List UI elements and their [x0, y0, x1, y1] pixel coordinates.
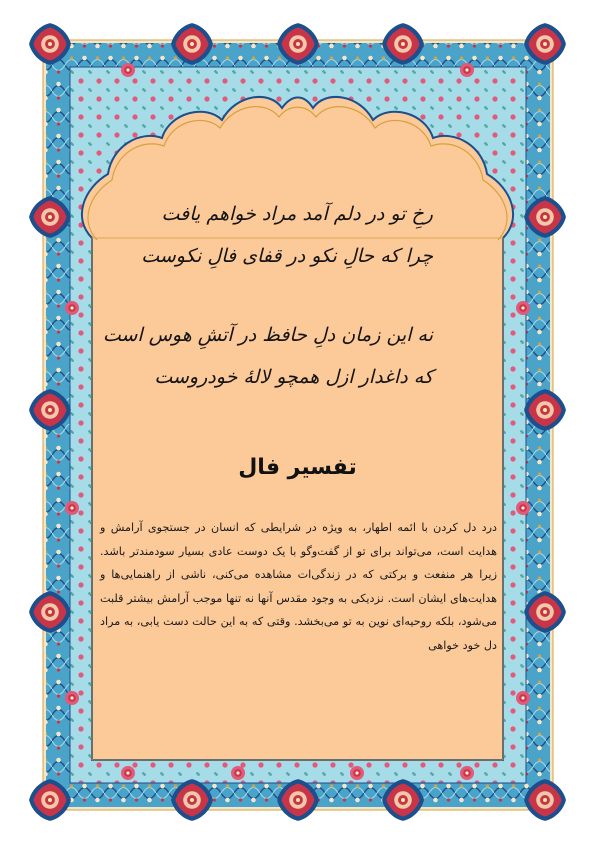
- interpretation-title: تفسیر فال: [238, 455, 357, 480]
- poem-line-4: که داغدار ازل همچو لالهٔ خودروست: [154, 366, 433, 388]
- poem-line-2: چرا که حالِ نکو در قفای فالِ نکوست: [141, 245, 433, 267]
- interpretation-body: درد دل کردن با ائمه اطهار، به ویژه در شرایطی که انسان در جستجوی آرامش و هدایت است، می‌تواند برای تو از گفت‌وگو با یک دوست عادی بسیار سودمندتر باشد. زیرا هر منفعت و برکتی که در زندگی‌ات مشاهده می‌کنی، ناشی از راهنمایی‌ها و هدایت‌های ایشان است. نزدیکی به وجود مقدس آنها نه تنها موجب آرامش بیشتر قلبت می‌شود، بلکه روحیه‌ای نوین به تو می‌بخشد. وقتی که به این حالت دست یابی، به مراد دل خود خواهی: [100, 521, 497, 652]
- poem-line-3: نه این زمان دلِ حافظ در آتشِ هوس است: [102, 324, 433, 346]
- poem-line-1: رخِ تو در دلم آمد مراد خواهم یافت: [161, 203, 433, 225]
